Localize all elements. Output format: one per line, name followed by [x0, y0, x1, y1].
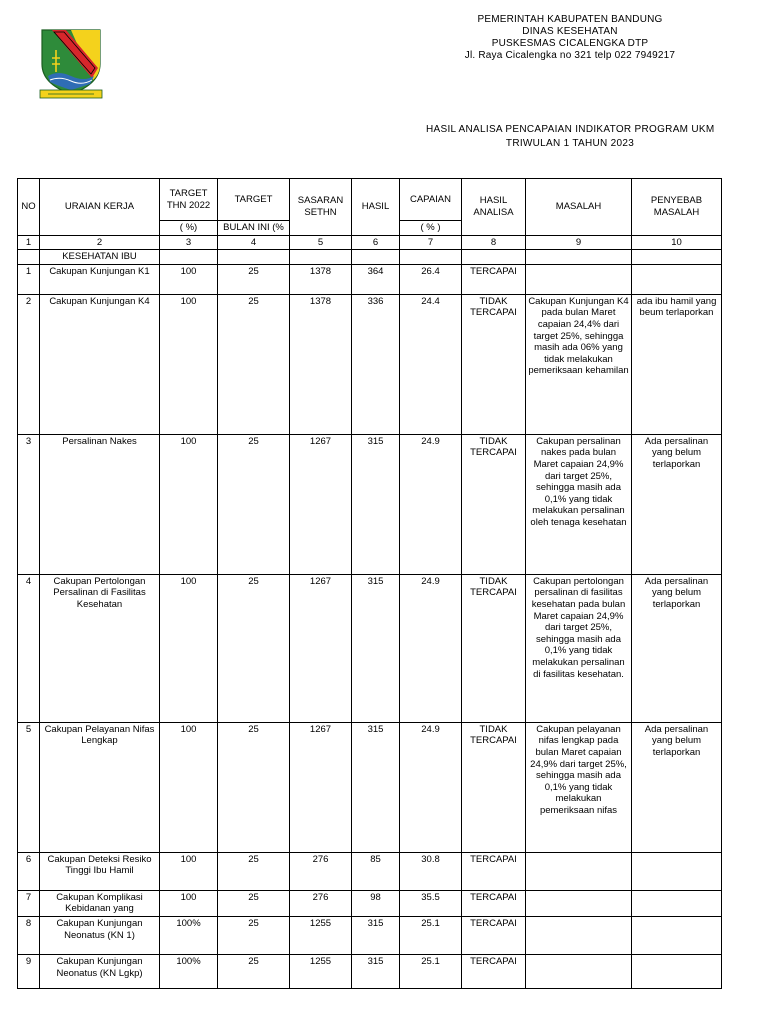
row-hasil: 98 — [352, 890, 400, 916]
row-hasil: 315 — [352, 954, 400, 988]
row-masalah — [526, 890, 632, 916]
table-row — [18, 264, 722, 294]
row-capaian: 24.9 — [400, 434, 462, 574]
column-number: 6 — [352, 235, 400, 250]
row-capaian: 24.9 — [400, 574, 462, 722]
column-number: 3 — [160, 235, 218, 250]
kabupaten-bandung-crest-icon — [38, 24, 104, 102]
row-no: 3 — [18, 434, 40, 574]
row-hasil: 315 — [352, 722, 400, 852]
row-hasil: 315 — [352, 574, 400, 722]
header-masalah: MASALAH — [526, 179, 632, 236]
row-uraian: Cakupan Deteksi Resiko Tinggi Ibu Hamil — [40, 852, 160, 890]
row-uraian: Cakupan Kunjungan K1 — [40, 264, 160, 294]
row-capaian: 24.9 — [400, 722, 462, 852]
row-target-thn: 100% — [160, 954, 218, 988]
row-hasil-analisa: TIDAK TERCAPAI — [462, 294, 526, 434]
header-sasaran: SASARAN SETHN — [290, 179, 352, 236]
row-capaian: 26.4 — [400, 264, 462, 294]
row-hasil: 336 — [352, 294, 400, 434]
table-row — [18, 722, 722, 852]
row-uraian: Cakupan Komplikasi Kebidanan yang — [40, 890, 160, 916]
row-target: 25 — [218, 916, 290, 954]
row-sasaran: 276 — [290, 852, 352, 890]
table-header-row — [18, 179, 722, 221]
row-target: 25 — [218, 434, 290, 574]
row-masalah — [526, 264, 632, 294]
row-masalah: Cakupan persalinan nakes pada bulan Maret capaian 24,9% dari target 25%, sehingga masih ada 0,1% yang tidak melakukan persalinan oleh tenaga kesehatan — [526, 434, 632, 574]
column-number-row — [18, 235, 722, 250]
row-capaian: 30.8 — [400, 852, 462, 890]
row-uraian: Cakupan Pertolongan Persalinan di Fasilitas Kesehatan — [40, 574, 160, 722]
column-number: 4 — [218, 235, 290, 250]
table-row — [18, 954, 722, 988]
row-target-thn: 100 — [160, 264, 218, 294]
row-no: 4 — [18, 574, 40, 722]
row-target: 25 — [218, 890, 290, 916]
row-sasaran: 1255 — [290, 954, 352, 988]
header-hasil: HASIL — [352, 179, 400, 236]
row-uraian: Persalinan Nakes — [40, 434, 160, 574]
row-no: 1 — [18, 264, 40, 294]
row-hasil: 315 — [352, 434, 400, 574]
row-penyebab: Ada persalinan yang belum terlaporkan — [632, 434, 722, 574]
row-sasaran: 1267 — [290, 434, 352, 574]
letterhead-government: PEMERINTAH KABUPATEN BANDUNG — [477, 14, 663, 25]
row-hasil-analisa: TIDAK TERCAPAI — [462, 434, 526, 574]
header-hasil-analisa: HASIL ANALISA — [462, 179, 526, 236]
letterhead-address: Jl. Raya Cicalengka no 321 telp 022 7949217 — [464, 50, 676, 61]
table-row — [18, 434, 722, 574]
row-target: 25 — [218, 294, 290, 434]
document-title-main: HASIL ANALISA PENCAPAIAN INDIKATOR PROGRAM UKM — [426, 124, 715, 135]
row-target-thn: 100 — [160, 434, 218, 574]
row-capaian: 35.5 — [400, 890, 462, 916]
row-penyebab — [632, 264, 722, 294]
row-target: 25 — [218, 574, 290, 722]
section-empty-cell — [400, 250, 462, 265]
document-title-period: TRIWULAN 1 TAHUN 2023 — [505, 138, 635, 149]
row-capaian: 25.1 — [400, 954, 462, 988]
row-hasil: 85 — [352, 852, 400, 890]
row-hasil-analisa: TIDAK TERCAPAI — [462, 722, 526, 852]
section-no-cell — [18, 250, 40, 265]
row-hasil-analisa: TERCAPAI — [462, 954, 526, 988]
row-target-thn: 100 — [160, 722, 218, 852]
section-empty-cell — [632, 250, 722, 265]
table-row — [18, 574, 722, 722]
row-target-thn: 100 — [160, 294, 218, 434]
row-sasaran: 1255 — [290, 916, 352, 954]
section-empty-cell — [290, 250, 352, 265]
letterhead-puskesmas: PUSKESMAS CICALENGKA DTP — [491, 38, 649, 49]
table-row — [18, 916, 722, 954]
row-uraian: Cakupan Pelayanan Nifas Lengkap — [40, 722, 160, 852]
row-penyebab: Ada persalinan yang belum terlaporkan — [632, 574, 722, 722]
column-number: 2 — [40, 235, 160, 250]
column-number: 1 — [18, 235, 40, 250]
row-target-thn: 100 — [160, 890, 218, 916]
column-number: 8 — [462, 235, 526, 250]
row-target: 25 — [218, 264, 290, 294]
column-number: 9 — [526, 235, 632, 250]
row-penyebab — [632, 890, 722, 916]
section-row — [18, 250, 722, 265]
section-empty-cell — [462, 250, 526, 265]
header-capaian-unit: ( % ) — [400, 221, 462, 236]
row-target-thn: 100 — [160, 574, 218, 722]
row-no: 9 — [18, 954, 40, 988]
header-no: NO — [18, 179, 40, 236]
row-uraian: Cakupan Kunjungan K4 — [40, 294, 160, 434]
header-target-unit: BULAN INI (% — [218, 221, 290, 236]
header-penyebab: PENYEBAB MASALAH — [632, 179, 722, 236]
row-no: 5 — [18, 722, 40, 852]
table-row — [18, 890, 722, 916]
letterhead — [420, 14, 720, 62]
row-masalah — [526, 916, 632, 954]
header-target-thn: TARGET THN 2022 — [160, 179, 218, 221]
row-capaian: 24.4 — [400, 294, 462, 434]
row-sasaran: 1267 — [290, 722, 352, 852]
letterhead-department: DINAS KESEHATAN — [522, 26, 618, 37]
row-target-thn: 100% — [160, 916, 218, 954]
column-number: 10 — [632, 235, 722, 250]
row-target: 25 — [218, 954, 290, 988]
row-penyebab: ada ibu hamil yang beum terlaporkan — [632, 294, 722, 434]
row-masalah: Cakupan pelayanan nifas lengkap pada bulan Maret capaian 24,9% dari target 25%, sehingga masih ada 0,1% yang tidak melakukan pemeriksaan nifas — [526, 722, 632, 852]
row-uraian: Cakupan Kunjungan Neonatus (KN 1) — [40, 916, 160, 954]
row-hasil: 364 — [352, 264, 400, 294]
section-empty-cell — [218, 250, 290, 265]
header-target-thn-unit: ( %) — [160, 221, 218, 236]
document-title — [370, 123, 768, 151]
row-masalah — [526, 954, 632, 988]
row-penyebab — [632, 916, 722, 954]
column-number: 5 — [290, 235, 352, 250]
row-penyebab — [632, 852, 722, 890]
header-target: TARGET — [218, 179, 290, 221]
row-target: 25 — [218, 722, 290, 852]
section-empty-cell — [160, 250, 218, 265]
section-empty-cell — [526, 250, 632, 265]
row-hasil-analisa: TERCAPAI — [462, 264, 526, 294]
table-row — [18, 852, 722, 890]
row-capaian: 25.1 — [400, 916, 462, 954]
row-masalah — [526, 852, 632, 890]
section-empty-cell — [352, 250, 400, 265]
row-hasil-analisa: TERCAPAI — [462, 916, 526, 954]
table-row — [18, 294, 722, 434]
row-masalah: Cakupan pertolongan persalinan di fasilitas kesehatan pada bulan Maret capaian 24,9% dari target 25%, sehingga masih ada 0,1% yang tidak melakukan persalinan di fasilitas kesehatan. — [526, 574, 632, 722]
column-number: 7 — [400, 235, 462, 250]
row-hasil: 315 — [352, 916, 400, 954]
row-penyebab: Ada persalinan yang belum terlaporkan — [632, 722, 722, 852]
row-sasaran: 1267 — [290, 574, 352, 722]
header-uraian: URAIAN KERJA — [40, 179, 160, 236]
row-no: 6 — [18, 852, 40, 890]
row-no: 7 — [18, 890, 40, 916]
row-target: 25 — [218, 852, 290, 890]
row-hasil-analisa: TIDAK TERCAPAI — [462, 574, 526, 722]
header-capaian: CAPAIAN — [400, 179, 462, 221]
row-uraian: Cakupan Kunjungan Neonatus (KN Lgkp) — [40, 954, 160, 988]
row-penyebab — [632, 954, 722, 988]
row-target-thn: 100 — [160, 852, 218, 890]
section-title: KESEHATAN IBU — [40, 250, 160, 265]
row-hasil-analisa: TERCAPAI — [462, 852, 526, 890]
row-sasaran: 1378 — [290, 294, 352, 434]
row-sasaran: 276 — [290, 890, 352, 916]
row-no: 8 — [18, 916, 40, 954]
row-sasaran: 1378 — [290, 264, 352, 294]
row-masalah: Cakupan Kunjungan K4 pada bulan Maret capaian 24,4% dari target 25%, sehingga masih ada 06% yang tidak melakukan pemeriksaan kehamilan — [526, 294, 632, 434]
report-table — [17, 178, 722, 989]
row-no: 2 — [18, 294, 40, 434]
row-hasil-analisa: TERCAPAI — [462, 890, 526, 916]
